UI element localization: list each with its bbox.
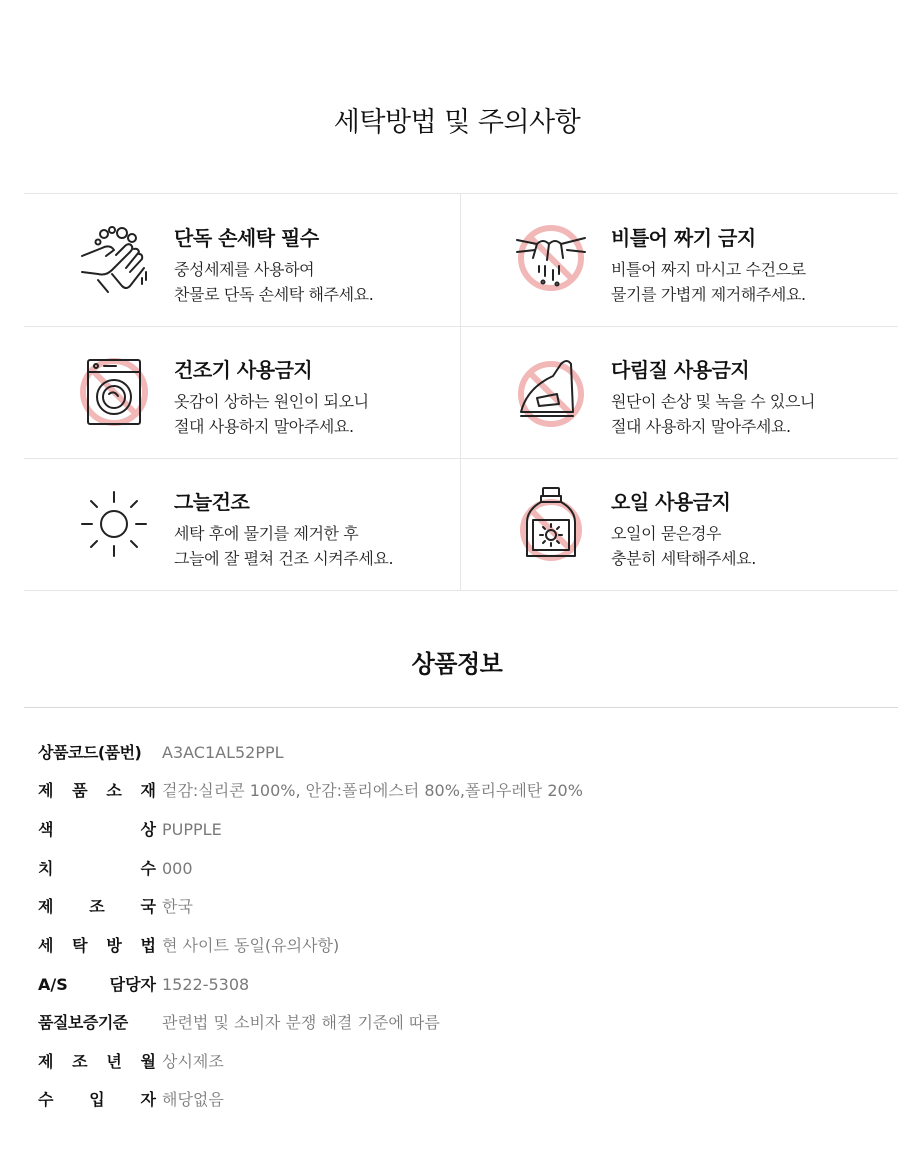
care-description: 원단이 손상 및 녹을 수 있으니 bbox=[611, 392, 816, 411]
care-item-no-iron bbox=[461, 326, 897, 458]
spec-value: 1522-5308 bbox=[162, 975, 250, 994]
spec-label: 수 입 자 bbox=[38, 1090, 156, 1109]
care-item-hand-wash bbox=[24, 194, 460, 326]
spec-value: A3AC1AL52PPL bbox=[162, 743, 284, 762]
spec-label: 치 수 bbox=[38, 859, 156, 878]
care-heading: 그늘건조 bbox=[174, 490, 250, 514]
care-description: 옷감이 상하는 원인이 되오니 bbox=[174, 392, 369, 411]
spec-label: 제 품 소 재 bbox=[38, 781, 156, 800]
care-instructions-grid bbox=[24, 193, 898, 591]
care-item-no-dryer bbox=[24, 326, 460, 458]
care-description: 세탁 후에 물기를 제거한 후 bbox=[174, 524, 359, 543]
spec-label: 상품코드(품번) bbox=[38, 743, 142, 762]
hand-wash-icon bbox=[76, 222, 152, 298]
care-description: 절대 사용하지 말아주세요. bbox=[611, 417, 791, 436]
care-heading: 비틀어 짜기 금지 bbox=[611, 226, 756, 250]
spec-value: 000 bbox=[162, 859, 193, 878]
no-iron-icon bbox=[513, 354, 589, 430]
care-description: 중성세제를 사용하여 bbox=[174, 260, 315, 279]
spec-label: 제 조 국 bbox=[38, 897, 156, 916]
spec-label: 제 조 년 월 bbox=[38, 1052, 156, 1071]
product-info-divider bbox=[24, 707, 898, 708]
sun-icon bbox=[76, 486, 152, 562]
spec-label: 색 상 bbox=[38, 820, 156, 839]
spec-value: 현 사이트 동일(유의사항) bbox=[162, 936, 340, 955]
care-description: 물기를 가볍게 제거해주세요. bbox=[611, 285, 806, 304]
no-dryer-icon bbox=[76, 354, 152, 430]
care-heading: 단독 손세탁 필수 bbox=[174, 226, 319, 250]
care-heading: 오일 사용금지 bbox=[611, 490, 731, 514]
no-oil-icon bbox=[513, 486, 589, 562]
care-item-no-oil bbox=[461, 458, 897, 590]
care-heading: 다림질 사용금지 bbox=[611, 358, 750, 382]
care-description: 오일이 묻은경우 bbox=[611, 524, 722, 543]
spec-label: 세 탁 방 법 bbox=[38, 936, 156, 955]
product-info-title: 상품정보 bbox=[411, 650, 503, 678]
spec-value: 상시제조 bbox=[162, 1052, 224, 1071]
care-item-no-wring bbox=[461, 194, 897, 326]
care-description: 찬물로 단독 손세탁 해주세요. bbox=[174, 285, 374, 304]
spec-value: 한국 bbox=[162, 897, 193, 916]
spec-value: 관련법 및 소비자 분쟁 해결 기준에 따름 bbox=[162, 1013, 440, 1032]
care-item-shade-dry bbox=[24, 458, 460, 590]
care-heading: 건조기 사용금지 bbox=[174, 358, 313, 382]
no-wring-icon bbox=[513, 222, 589, 298]
care-section-title: 세탁방법 및 주의사항 bbox=[333, 107, 581, 138]
spec-value: 겉감:실리콘 100%, 안감:폴리에스터 80%,폴리우레탄 20% bbox=[162, 781, 583, 800]
spec-value: PUPPLE bbox=[162, 820, 222, 839]
care-description: 절대 사용하지 말아주세요. bbox=[174, 417, 354, 436]
care-description: 그늘에 잘 펼쳐 건조 시켜주세요. bbox=[174, 549, 394, 568]
care-description: 충분히 세탁해주세요. bbox=[611, 549, 756, 568]
spec-value: 해당없음 bbox=[162, 1090, 224, 1109]
spec-label: 품질보증기준 bbox=[38, 1013, 128, 1032]
care-description: 비틀어 짜지 마시고 수건으로 bbox=[611, 260, 806, 279]
spec-label: A/S 담당자 bbox=[38, 975, 156, 994]
